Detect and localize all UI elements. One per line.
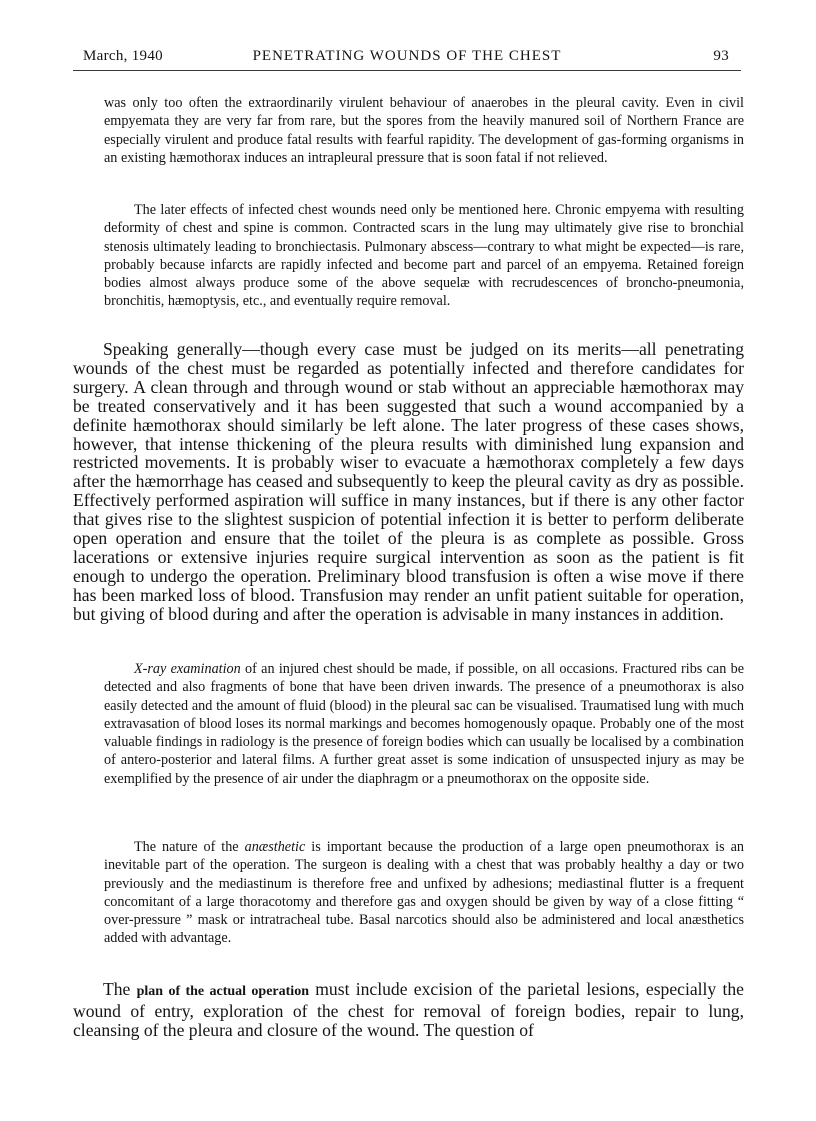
paragraph-xray-examination <box>104 660 744 788</box>
plan-term: plan of the actual operation <box>136 984 309 999</box>
header-title: PENETRATING WOUNDS OF THE CHEST <box>252 48 562 64</box>
page-number: 93 <box>713 48 729 64</box>
paragraph-text: Speaking generally—though every case must be judged on its merits—all penetrating wounds of the chest must be regarded as potentially infected and therefore candidates for surgery. A clean through and through wound or stab without an appreciable hæmothorax may be treated conservatively and it has been suggested that such a wound accompanied by a definite hæmothorax should similarly be left alone. The later progress of these cases shows, however, that intense thickening of the pleura results with diminished lung expansion and restricted movements. It is probably wiser to evacuate a hæmothorax completely a few days after the hæmorrhage has ceased and subsequently to keep the pleural cavity as dry as possible. Effectively performed aspiration will suffice in many instances, but if there is any other factor that gives rise to the slightest suspicion of potential infection it is better to perform deliberate open operation and ensure that the toilet of the pleura is as complete as possible. Gross lacerations or extensive injuries require surgical intervention as soon as the patient is fit enough to undergo the operation. Preliminary blood transfusion is often a wise move if there has been marked loss of blood. Transfusion may render an unfit patient suitable for operation, but giving of blood during and after the operation is advisable in many instances in addition. <box>73 339 744 624</box>
anaesthetic-text-before: The nature of the <box>134 839 245 855</box>
plan-text-after: must include excision of the parietal lesions, especially the wound of entry, exploration of the chest for removal of foreign bodies, repair to lung, cleansing of the pleura and closure of the wound. The question of <box>73 979 744 1040</box>
xray-lead-term: X-ray examination <box>134 661 241 677</box>
paragraph-plan-of-operation <box>73 980 744 1040</box>
paragraph-text: was only too often the extraordinarily virulent behaviour of anaerobes in the pleural cavity. Even in civil empyemata they are very far from rare, but the spores from the heavily manured soil of Northern France are especially virulent and produce fatal results with fearful rapidity. The development of gas-forming organisms in an existing hæmothorax induces an intrapleural pressure that is soon fatal if not relieved. <box>104 95 744 166</box>
paragraph-text <box>104 838 744 948</box>
running-header <box>73 46 741 71</box>
paragraph-speaking-generally <box>73 340 744 624</box>
xray-body-text: of an injured chest should be made, if possible, on all occasions. Fractured ribs can be detected and also fragments of bone that have been driven inwards. The presence of a pneumothorax is also easily detected and the amount of fluid (blood) in the pleural sac can be visualised. Traumatised lung with much extravasation of blood loses its normal markings and becomes homogenously opaque. Probably one of the most valuable findings in radiology is the presence of foreign bodies which can usually be localised by a combination of antero-posterior and lateral films. A further great asset is some indication of unsuspected injury as may be exemplified by the presence of air under the diaphragm or a pneumothorax on the opposite side. <box>104 661 744 787</box>
paragraph-anaesthetic <box>104 838 744 948</box>
paragraph-text: The later effects of infected chest wounds need only be mentioned here. Chronic empyema with resulting deformity of chest and spine is common. Contracted scars in the lung may ultimately give rise to bronchial stenosis ultimately leading to bronchiectasis. Pulmonary abscess—contrary to what might be expected—is rare, probably because infarcts are rapidly infected and become part and parcel of an empyema. Retained foreign bodies almost always produce some of the above sequelæ with recrudescences of broncho-pneumonia, bronchitis, hæmoptysis, etc., and eventually require removal. <box>104 202 744 310</box>
paragraph-anaerobes <box>104 94 744 167</box>
anaesthetic-term: anæsthetic <box>244 839 306 855</box>
header-date: March, 1940 <box>83 48 163 64</box>
paragraph-later-effects <box>104 201 744 311</box>
anaesthetic-text-after: is important because the production of a large open pneumothorax is an inevitable part of the operation. The surgeon is dealing with a chest that was probably healthy a day or two previously and the mediastinum is therefore free and unfixed by adhesions; mediastinal flutter is a frequent concomitant of a large thoracotomy and therefore gas and oxygen should be given by way of a close fitting “ over-pressure ” mask or intratracheal tube. Basal narcotics should also be administered and local anæsthetics added with advantage. <box>104 839 745 947</box>
paragraph-text <box>73 980 744 1040</box>
plan-text-before: The <box>103 979 137 999</box>
paragraph-text <box>104 660 744 788</box>
